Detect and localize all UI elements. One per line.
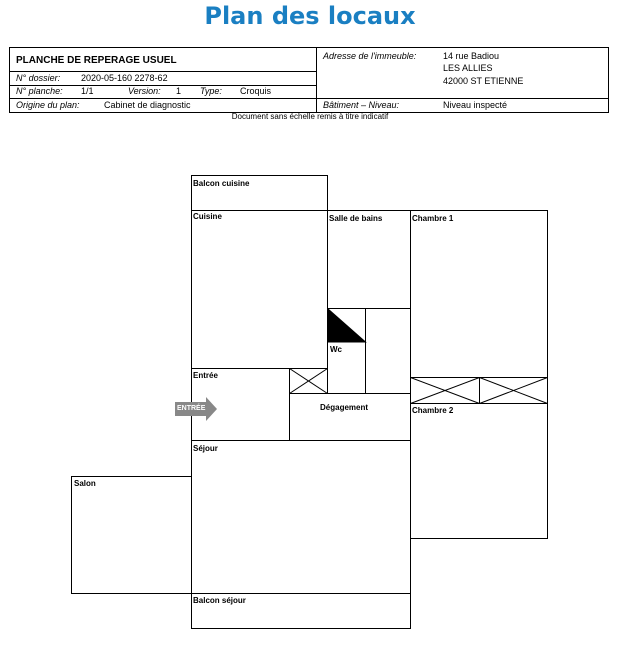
dossier-value: 2020-05-160 2278-62 — [81, 73, 168, 83]
label-balcon-cuisine: Balcon cuisine — [193, 179, 250, 188]
wc-black-triangle — [328, 309, 366, 343]
room-degagement — [290, 394, 411, 441]
label-entree: Entrée — [193, 371, 218, 380]
version-value: 1 — [176, 86, 182, 96]
batiment-label: Bâtiment – Niveau: — [323, 100, 400, 110]
batiment-value: Niveau inspecté — [443, 100, 508, 110]
page-title: Plan des locaux — [204, 2, 416, 30]
type-value: Croquis — [240, 86, 272, 96]
label-chambre-1: Chambre 1 — [412, 214, 454, 223]
planche-value: 1/1 — [81, 86, 94, 96]
disclaimer-note: Document sans échelle remis à titre indicatif — [231, 112, 389, 121]
planche-label: N° planche: — [16, 86, 63, 96]
adresse-label: Adresse de l'immeuble: — [323, 51, 417, 61]
dossier-label: N° dossier: — [16, 73, 61, 83]
entry-arrow-label: ENTRÉE — [177, 405, 206, 412]
room-cuisine — [192, 211, 328, 369]
room-sejour — [192, 441, 411, 594]
adresse-line1: 14 rue Badiou — [443, 51, 500, 61]
label-degagement: Dégagement — [320, 403, 369, 412]
adresse-line2: LES ALLIES — [443, 63, 493, 73]
adresse-line3: 42000 ST ETIENNE — [443, 76, 524, 86]
label-salle-de-bains: Salle de bains — [329, 214, 383, 223]
label-cuisine: Cuisine — [193, 212, 222, 221]
room-salon — [72, 477, 192, 594]
room-chambre-1 — [411, 211, 548, 378]
origine-value: Cabinet de diagnostic — [104, 100, 191, 110]
origine-label: Origine du plan: — [16, 100, 80, 110]
planche-title: PLANCHE DE REPERAGE USUEL — [16, 55, 177, 66]
label-wc: Wc — [330, 345, 342, 354]
label-salon: Salon — [74, 479, 96, 488]
room-chambre-2 — [411, 404, 548, 539]
label-chambre-2: Chambre 2 — [412, 406, 454, 415]
type-label: Type: — [200, 86, 222, 96]
label-balcon-sejour: Balcon séjour — [193, 596, 246, 605]
version-label: Version: — [128, 86, 161, 96]
room-salle-de-bains — [328, 211, 411, 309]
label-sejour: Séjour — [193, 444, 218, 453]
